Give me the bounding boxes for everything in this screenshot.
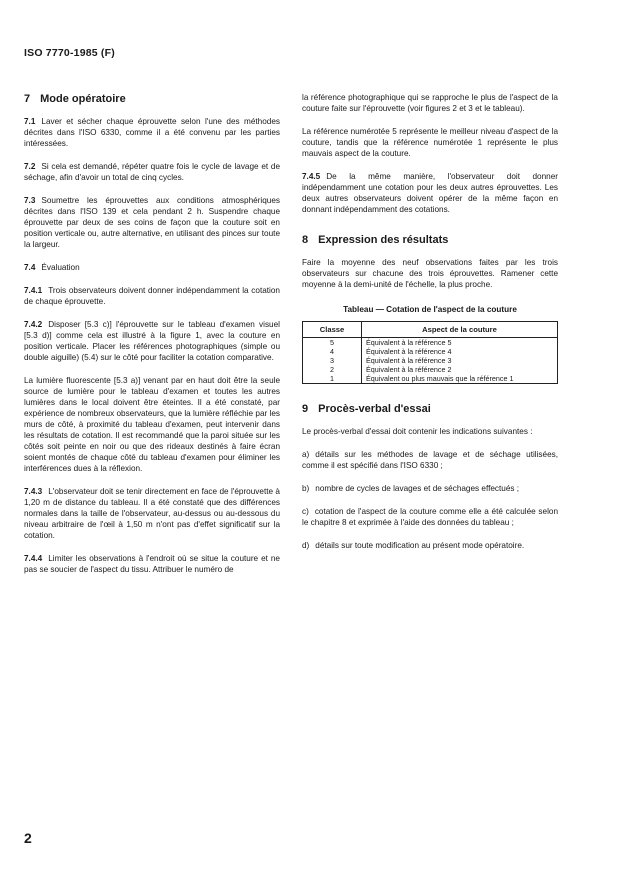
table-cell-aspect: Équivalent ou plus mauvais que la référence 1 — [362, 374, 558, 384]
clause-7-4-1: 7.4.1 Trois observateurs doivent donner indépendamment la cotation de chaque éprouvette. — [24, 286, 280, 306]
clause-7-4: 7.4 Évaluation — [24, 263, 80, 272]
table-cell-aspect: Équivalent à la référence 5 — [362, 338, 558, 348]
section-9-intro: Le procès-verbal d'essai doit contenir les indications suivantes : — [302, 427, 533, 436]
table-cell-aspect: Équivalent à la référence 2 — [362, 365, 558, 374]
clause-7-4-2-cont: La lumière fluorescente [5.3 a)] venant par en haut doit être la seule source de lumière pour le tableau d'examen et toutes les autres lumières dans le local doivent être éteintes. Il a été constaté, par expérience de nombreux observateurs, que la lumière réfléchie par les murs de côté, à proximité du tableau d'examen, peut intervenir dans les résultats de cotation. Il est recommandé que la paroi située sur les côtés soit peinte en noir ou que des rideaux destinés à faire écran soient montés de chaque côté du tableau d'examen pour éliminer les interférences dues à la réflexion. — [24, 376, 280, 473]
reference-explanation: La référence numérotée 5 représente le meilleur niveau d'aspect de la couture, tandis que la référence numérotée 1 représente le plus mauvais aspect de la couture. — [302, 127, 558, 158]
rating-table — [302, 321, 558, 384]
clause-7-2: 7.2 Si cela est demandé, répéter quatre fois le cycle de lavage et de séchage, afin d'avoir un total de cinq cycles. — [24, 162, 280, 182]
table-cell-class: 1 — [303, 374, 362, 384]
table-cell-class: 4 — [303, 347, 362, 356]
table-cell-class: 2 — [303, 365, 362, 374]
section-8-text: Faire la moyenne des neuf observations faites par les trois observateurs sur chacune des trois éprouvettes. Ramener cette moyenne à la demi-unité de l'échelle, la plus proche. — [302, 258, 558, 289]
right-column — [302, 92, 558, 563]
table-cell-aspect: Équivalent à la référence 4 — [362, 347, 558, 356]
table-header-class: Classe — [303, 322, 362, 338]
document-reference: ISO 7770-1985 (F) — [24, 47, 115, 59]
clause-7-4-2: 7.4.2 Disposer [5.3 c)] l'éprouvette sur le tableau d'examen visuel [5.3 d)] comme cela est illustré à la figure 1, avec la couture en position verticale. Placer les références photographiques (simple ou double aiguille) (5.4) sur le côté pour faciliter la cotation comparative. — [24, 320, 280, 362]
page-number: 2 — [24, 830, 32, 846]
table-cell-aspect: Équivalent à la référence 3 — [362, 356, 558, 365]
section-8-heading: 8 Expression des résultats — [302, 234, 449, 246]
clause-7-4-4: 7.4.4 Limiter les observations à l'endroit où se situe la couture et ne pas se soucier de l'aspect du tissu. Attribuer le numéro de — [24, 554, 280, 574]
table-row — [303, 356, 558, 365]
table-row — [303, 347, 558, 356]
clause-7-4-3: 7.4.3 L'observateur doit se tenir directement en face de l'éprouvette à 1,20 m de distance du tableau. Il a été constaté que des différences normales dans la taille de l'observateur, au-dessus ou au-dessous du niveau arbitraire de l'œil à 1,50 m n'ont pas d'effet significatif sur la cotation. — [24, 487, 280, 540]
section-7-heading: 7 Mode opératoire — [24, 93, 126, 105]
table-cell-class: 5 — [303, 338, 362, 348]
table-cell-class: 3 — [303, 356, 362, 365]
left-column — [24, 92, 280, 587]
clause-7-3: 7.3 Soumettre les éprouvettes aux conditions atmosphériques décrites dans l'ISO 139 et cela pendant 2 h. Suspendre chaque éprouvette par deux de ses coins de façon que la couture soit en position verticale ou, autre alternative, en utilisant des pinces sur toute la largeur. — [24, 196, 280, 249]
table-title: Tableau — Cotation de l'aspect de la couture — [343, 305, 517, 314]
table-row — [303, 374, 558, 384]
list-item: a) détails sur les méthodes de lavage et de séchage utilisées, comme il est spécifié dans l'ISO 6330 ; — [302, 450, 558, 470]
list-item: c) cotation de l'aspect de la couture comme elle a été calculée selon le chapitre 8 et exprimée à l'aide des données du tableau ; — [302, 507, 558, 527]
table-row — [303, 338, 558, 348]
section-9-heading: 9 Procès-verbal d'essai — [302, 403, 431, 415]
table-header-aspect: Aspect de la couture — [362, 322, 558, 338]
clause-7-1: 7.1 Laver et sécher chaque éprouvette selon l'une des méthodes décrites dans l'ISO 6330, comme il a été convenu par les parties intéressées. — [24, 117, 280, 148]
table-row — [303, 365, 558, 374]
clause-7-4-4-cont: la référence photographique qui se rapproche le plus de l'aspect de la couture faite sur l'éprouvette (voir figures 2 et 3 et le tableau). — [302, 93, 558, 113]
list-item: b) nombre de cycles de lavages et de séchages effectués ; — [302, 484, 520, 493]
table-header-row — [303, 322, 558, 338]
list-item: d) détails sur toute modification au présent mode opératoire. — [302, 541, 525, 550]
clause-7-4-5: 7.4.5 De la même manière, l'observateur doit donner indépendamment une cotation pour les deux autres éprouvettes. Les deux autres observateurs doivent opérer de la même façon en donnant indépendamment des cotations. — [302, 172, 558, 214]
